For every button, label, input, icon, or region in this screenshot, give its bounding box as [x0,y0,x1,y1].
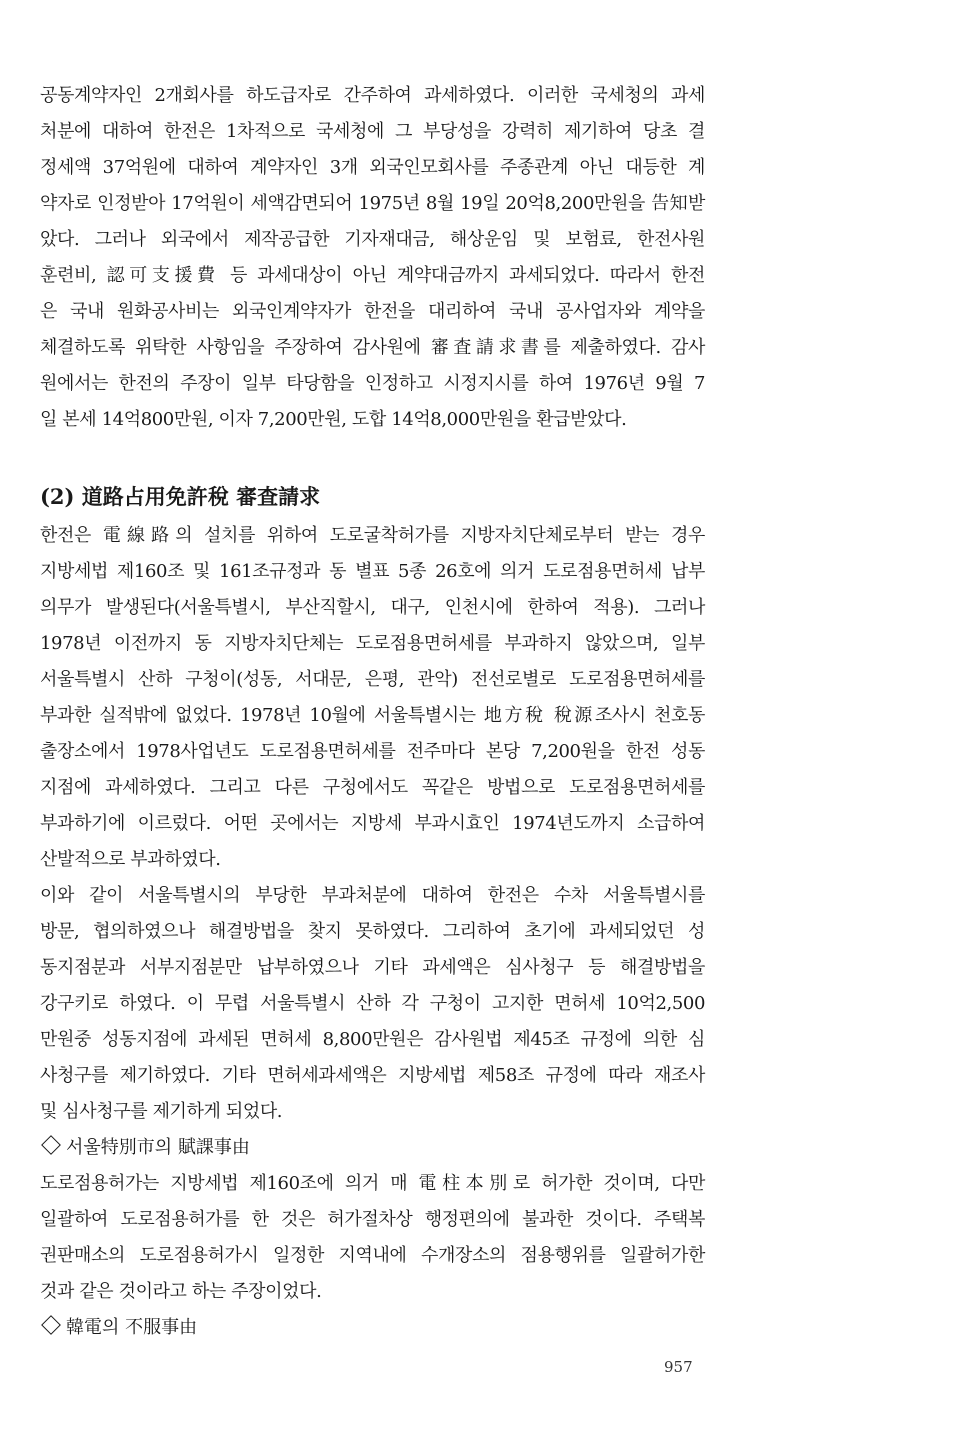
subheading-kepco-objection [40,1310,705,1346]
subheading-label: 韓電의 不服事由 [66,1317,198,1338]
text-line: 산발적으로 부과하였다. [40,849,221,870]
page-number: 957 [664,1358,693,1376]
text-line: 일 본세 14억800만원, 이자 7,200만원, 도합 14억8,000만원을 환급받았다. [40,409,627,430]
paragraph-road-tax [40,518,705,878]
paragraph-seoul-claim [40,1166,705,1310]
paragraph-seoul-dispute [40,878,705,1130]
text-line: 은 국내 원화공사비는 외국인계약자가 한전을 대리하여 국내 공사업자와 계약을 [40,301,705,322]
text-line: 것과 같은 것이라고 하는 주장이었다. [40,1281,322,1302]
text-line: 만원중 성동지점에 과세된 면허세 8,800만원은 감사원법 제45조 규정에 의한 심 [40,1029,705,1050]
text-line: 한전은 電線路의 설치를 위하여 도로굴착허가를 지방자치단체로부터 받는 경우 [40,525,705,546]
text-line: 체결하도록 위탁한 사항임을 주장하여 감사원에 審査請求書를 제출하였다. 감사 [40,337,705,358]
text-line: 및 심사청구를 제기하게 되었다. [40,1101,283,1122]
text-line: 의무가 발생된다(서울특별시, 부산직할시, 대구, 인천시에 한하여 적용). 그러나 [40,597,705,618]
text-line: 권판매소의 도로점용허가시 일정한 지역내에 수개장소의 점용행위를 일괄허가한 [40,1245,705,1266]
text-line: 방문, 협의하였으나 해결방법을 찾지 못하였다. 그리하여 초기에 과세되었던 성 [40,921,705,942]
text-line: 원에서는 한전의 주장이 일부 타당함을 인정하고 시정지시를 하여 1976년 9월 7 [40,373,705,394]
section-heading: (2) 道路占用免許稅 審査請求 [40,484,321,509]
diamond-bullet-icon [41,1135,61,1155]
subheading-seoul-reason [40,1130,705,1166]
text-line: 서울특별시 산하 구청이(성동, 서대문, 은평, 관악) 전선로별로 도로점용면허세를 [40,669,705,690]
text-line: 정세액 37억원에 대하여 계약자인 3개 외국인모회사를 주종관계 아닌 대등한 계 [40,157,705,178]
text-line: 약자로 인정받아 17억원이 세액감면되어 1975년 8월 19일 20억8,200만원을 告知받 [40,193,705,214]
diamond-bullet-icon [41,1315,61,1335]
text-line: 공동계약자인 2개회사를 하도급자로 간주하여 과세하였다. 이러한 국세청의 과세 [40,85,705,106]
text-line: 도로점용허가는 지방세법 제160조에 의거 매 電柱本別로 허가한 것이며, 다만 [40,1173,705,1194]
text-line: 부과한 실적밖에 없었다. 1978년 10월에 서울특별시는 地方稅 稅源조사시 천호동 [40,705,705,726]
text-line: 지방세법 제160조 및 161조규정과 동 별표 5종 26호에 의거 도로점용면허세 납부 [40,561,705,582]
text-line: 부과하기에 이르렀다. 어떤 곳에서는 지방세 부과시효인 1974년도까지 소급하여 [40,813,705,834]
text-line: 일괄하여 도로점용허가를 한 것은 허가절차상 행정편의에 불과한 것이다. 주택복 [40,1209,705,1230]
text-line: 출장소에서 1978사업년도 도로점용면허세를 전주마다 본당 7,200원을 한전 성동 [40,741,705,762]
document-page [40,78,705,1346]
subheading-label: 서울特別市의 賦課事由 [66,1137,250,1158]
text-line: 훈련비, 認可支援費 등 과세대상이 아닌 계약대금까지 과세되었다. 따라서 한전 [40,265,705,286]
text-line: 1978년 이전까지 동 지방자치단체는 도로점용면허세를 부과하지 않았으며, 일부 [40,633,705,654]
text-line: 강구키로 하였다. 이 무렵 서울특별시 산하 각 구청이 고지한 면허세 10억2,500 [40,993,705,1014]
paragraph-tax-refund [40,78,705,438]
text-line: 동지점분과 서부지점분만 납부하였으나 기타 과세액은 심사청구 등 해결방법을 [40,957,705,978]
text-line: 사청구를 제기하였다. 기타 면허세과세액은 지방세법 제58조 규정에 따라 재조사 [40,1065,705,1086]
text-line: 지점에 과세하였다. 그리고 다른 구청에서도 꼭같은 방법으로 도로점용면허세를 [40,777,705,798]
text-line: 이와 같이 서울특별시의 부당한 부과처분에 대하여 한전은 수차 서울특별시를 [40,885,705,906]
text-line: 았다. 그러나 외국에서 제작공급한 기자재대금, 해상운임 및 보험료, 한전사원 [40,229,705,250]
text-line: 처분에 대하여 한전은 1차적으로 국세청에 그 부당성을 강력히 제기하여 당초 결 [40,121,705,142]
